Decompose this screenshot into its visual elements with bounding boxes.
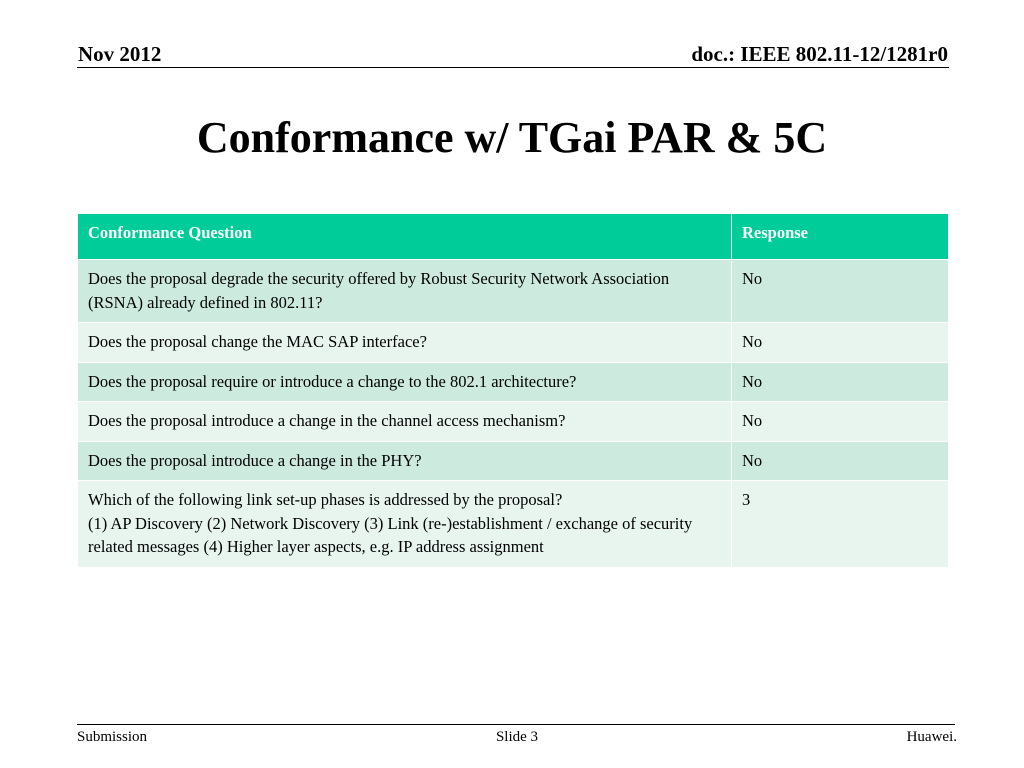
header-doc-id: doc.: IEEE 802.11-12/1281r0 <box>691 42 948 66</box>
response-cell: No <box>732 260 949 323</box>
table-row <box>78 402 949 442</box>
column-header-response: Response <box>732 214 949 260</box>
question-line: Which of the following link set-up phases is addressed by the proposal? <box>88 490 563 509</box>
response-cell: No <box>732 441 949 481</box>
question-line: (1) AP Discovery (2) Network Discovery (3) Link (re-)establishment / exchange of security related messages (4) Higher layer aspects, e.g. IP address assignment <box>88 513 693 556</box>
response-cell: No <box>732 402 949 442</box>
response-cell: No <box>732 323 949 363</box>
question-cell: Does the proposal require or introduce a change to the 802.1 architecture? <box>78 362 732 402</box>
header-rule <box>77 67 949 68</box>
conformance-table <box>77 213 949 568</box>
slide-number: Slide 3 <box>495 729 539 745</box>
table-row <box>78 441 949 481</box>
table-row <box>78 481 949 568</box>
column-header-question: Conformance Question <box>78 214 732 260</box>
slide-title: Conformance w/ TGai PAR & 5C <box>196 113 828 162</box>
response-cell: 3 <box>732 481 949 568</box>
table-header-row <box>78 214 949 260</box>
table-row <box>78 323 949 363</box>
question-cell: Does the proposal introduce a change in the channel access mechanism? <box>78 402 732 442</box>
footer-company: Huawei. <box>906 729 957 745</box>
question-cell <box>78 481 732 568</box>
question-cell: Does the proposal change the MAC SAP interface? <box>78 323 732 363</box>
footer-submission: Submission <box>77 729 148 745</box>
table-row <box>78 362 949 402</box>
footer-rule <box>77 724 955 725</box>
question-cell: Does the proposal introduce a change in the PHY? <box>78 441 732 481</box>
table-row <box>78 260 949 323</box>
question-cell: Does the proposal degrade the security offered by Robust Security Network Association (RSNA) already defined in 802.11? <box>78 260 732 323</box>
header-date: Nov 2012 <box>78 42 162 66</box>
response-cell: No <box>732 362 949 402</box>
